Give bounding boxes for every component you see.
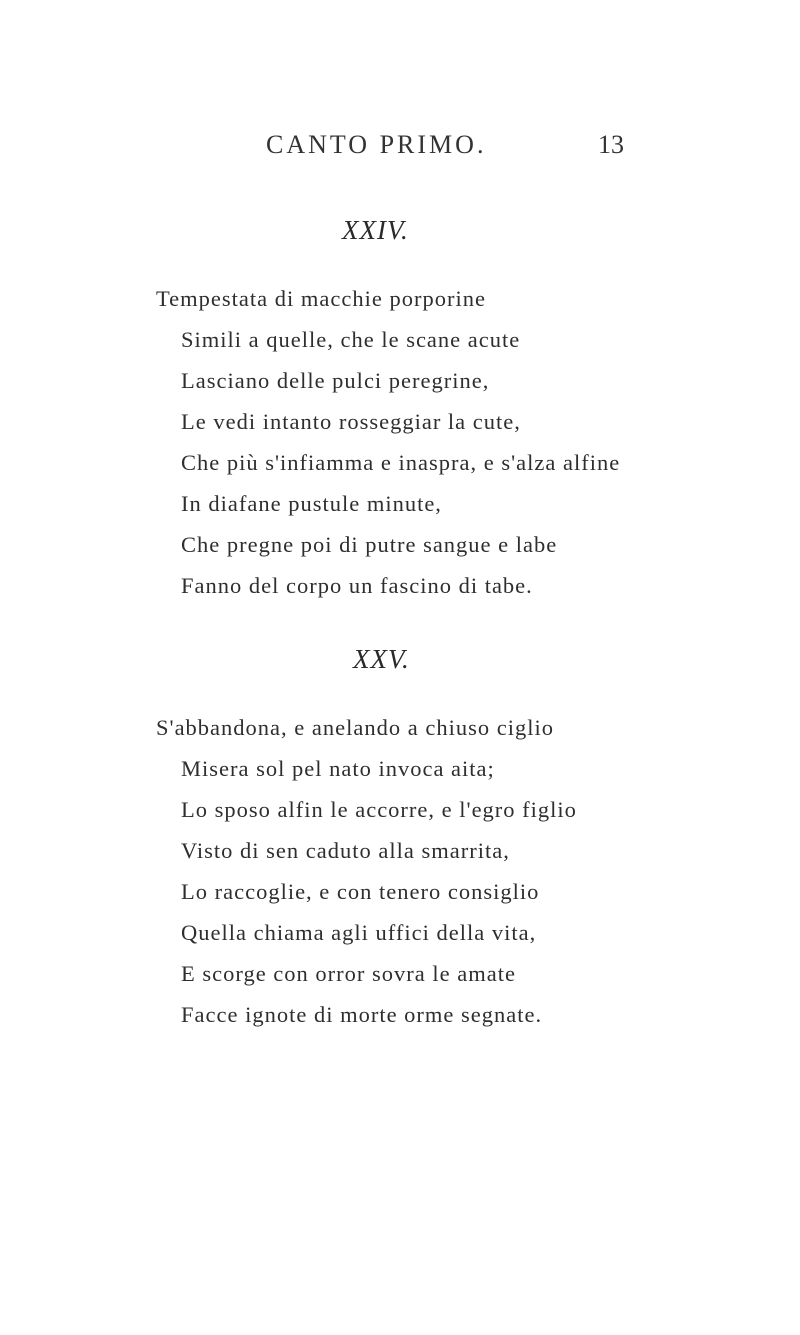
verse-line: Lo sposo alfin le accorre, e l'egro figlio [181, 797, 577, 822]
verse-line: Facce ignote di morte orme segnate. [181, 1002, 543, 1027]
stanza-number: XXV. [353, 644, 410, 674]
page-number: 13 [598, 130, 624, 159]
verse-line: Lasciano delle pulci peregrine, [181, 368, 490, 393]
verse-line: In diafane pustule minute, [181, 491, 442, 516]
verse-line: Misera sol pel nato invoca aita; [181, 756, 495, 781]
verse-line: Lo raccoglie, e con tenero consiglio [181, 879, 540, 904]
verse-line: Tempestata di macchie porporine [156, 286, 486, 311]
running-title: CANTO PRIMO. [266, 130, 487, 159]
verse-line: Quella chiama agli uffici della vita, [181, 920, 537, 945]
verse-line: Fanno del corpo un fascino di tabe. [181, 573, 533, 598]
verse-line: Che pregne poi di putre sangue e labe [181, 532, 558, 557]
verse-line: Le vedi intanto rosseggiar la cute, [181, 409, 521, 434]
verse-line: Visto di sen caduto alla smarrita, [181, 838, 510, 863]
verse-line: Che più s'infiamma e inaspra, e s'alza alfine [181, 450, 621, 475]
verse-line: E scorge con orror sovra le amate [181, 961, 516, 986]
running-head [0, 130, 800, 170]
verse-line: Simili a quelle, che le scane acute [181, 327, 521, 352]
verse-line: S'abbandona, e anelando a chiuso ciglio [156, 715, 554, 740]
stanza-number: XXIV. [342, 215, 409, 245]
